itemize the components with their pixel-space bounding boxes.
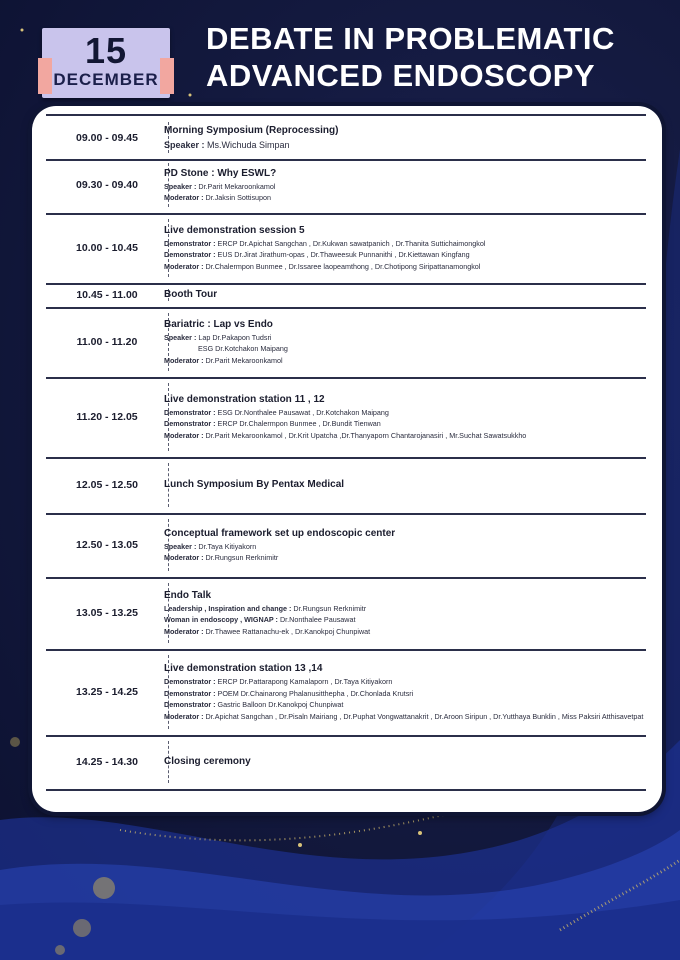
time-slot: 11.00 - 11.20 <box>76 336 138 348</box>
session-detail-line <box>164 343 642 355</box>
session-title: Booth Tour <box>164 289 218 300</box>
title-line-1: DEBATE IN PROBLEMATIC <box>206 21 615 56</box>
session-details <box>164 213 642 283</box>
detail-text: Ms.Wichuda Simpan <box>204 139 290 150</box>
detail-text: ESG Dr.Nonthalee Pausawat , Dr.Kotchakon Maipang <box>215 407 389 417</box>
session-details <box>164 116 642 159</box>
session-detail-line <box>164 552 642 564</box>
detail-label: Speaker : <box>164 332 197 342</box>
detail-text: Dr.Apichat Sangchan , Dr.Pisaln Mairiang , Dr.Puphat Vongwattanakrit , Dr.Aroon Siripun , Dr.Yutthaya Bunklin , Miss Paksiri Atthisavetpat <box>203 711 644 721</box>
detail-text: Dr.Parit Mekaroonkamol , Dr.Krit Upatcha ,Dr.Thanyaporn Chantarojanasiri , Mr.Suchat Sawatsukkho <box>203 430 527 440</box>
detail-text: ERCP Dr.Pattarapong Kamalaporn , Dr.Taya Kitiyakorn <box>215 677 393 686</box>
detail-text: Dr.Rungsun Rerknimitr <box>291 603 367 613</box>
time-slot: 09.00 - 09.45 <box>76 131 138 144</box>
session-detail-line <box>164 541 642 553</box>
detail-text: Dr.Taya Kitiyakorn <box>196 541 257 551</box>
session-title: Lunch Symposium By Pentax Medical <box>164 479 345 490</box>
detail-label: Moderator : <box>164 261 204 271</box>
detail-text: ERCP Dr.Apichat Sangchan , Dr.Kukwan sawatpanich , Dr.Thanita Suttichaimongkol <box>215 238 486 248</box>
detail-text: Dr.Thawee Rattanachu-ek , Dr.Kanokpoj Chunpiwat <box>203 626 371 636</box>
detail-label: Moderator : <box>164 626 204 636</box>
session-details <box>164 577 642 649</box>
time-slot: 10.45 - 11.00 <box>76 289 138 301</box>
session-detail-line <box>164 181 642 193</box>
session-details <box>164 513 642 577</box>
session-detail-line <box>164 192 642 204</box>
schedule-row <box>46 283 646 309</box>
detail-label: Demonstrator : <box>164 238 216 248</box>
session-details <box>164 283 642 307</box>
schedule-row <box>46 735 646 791</box>
session-title: Live demonstration station 13 ,14 <box>164 663 323 674</box>
session-title: Bariatric : Lap vs Endo <box>164 318 273 330</box>
time-slot: 13.05 - 13.25 <box>76 607 138 619</box>
time-slot: 14.25 - 14.30 <box>76 756 138 768</box>
title-line-2: ADVANCED ENDOSCOPY <box>206 58 596 93</box>
date-month: DECEMBER <box>53 70 159 89</box>
schedule-row <box>46 457 646 515</box>
schedule-row <box>46 377 646 459</box>
time-slot: 11.20 - 12.05 <box>76 411 138 423</box>
session-detail-line <box>164 614 642 626</box>
session-details <box>164 377 642 457</box>
schedule-row <box>46 307 646 379</box>
session-title: PD Stone : Why ESWL? <box>164 167 277 179</box>
session-detail-line <box>164 261 642 273</box>
session-detail-line <box>164 407 642 419</box>
detail-label: Speaker : <box>164 181 197 191</box>
date-tag <box>42 28 170 98</box>
detail-text: ERCP Dr.Chalermpon Bunmee , Dr.Bundit Tienwan <box>215 419 381 429</box>
schedule-row <box>46 577 646 651</box>
detail-text: Dr.Chalermpon Bunmee , Dr.Issaree laopeamthong , Dr.Chotipong Siripattanamongkol <box>203 261 481 271</box>
time-slot: 09.30 - 09.40 <box>76 179 138 191</box>
detail-text: Lap Dr.Pakapon Tudsri <box>196 332 272 342</box>
session-details <box>164 157 642 213</box>
detail-text: POEM Dr.Chainarong Phalanusitthepha , Dr.Chonlada Krutsri <box>215 688 414 698</box>
session-detail-line <box>164 238 642 250</box>
detail-label: Speaker : <box>164 541 197 551</box>
detail-label: Demonstrator : <box>164 250 216 260</box>
detail-text: EUS Dr.Jirat Jirathum-opas , Dr.Thaweesuk Punnanithi , Dr.Kiettawan Kingfang <box>215 250 470 260</box>
session-detail-line <box>164 699 642 711</box>
session-detail-line <box>164 355 642 367</box>
session-title: Endo Talk <box>164 589 212 601</box>
session-title: Closing ceremony <box>164 756 251 767</box>
time-slot: 12.50 - 13.05 <box>76 539 138 551</box>
session-detail-line <box>164 688 642 700</box>
detail-label: Moderator : <box>164 430 204 440</box>
detail-label: Demonstrator : <box>164 419 216 429</box>
schedule-row <box>46 114 646 161</box>
session-detail-line <box>164 138 642 152</box>
detail-label: Moderator : <box>164 355 204 365</box>
detail-label: Moderator : <box>164 553 204 562</box>
session-detail-line <box>164 418 642 430</box>
time-slot: 12.05 - 12.50 <box>76 479 138 491</box>
session-detail-line <box>164 332 642 344</box>
date-day: 15 <box>84 30 128 71</box>
session-detail-line <box>164 430 642 442</box>
session-detail-line <box>164 603 642 615</box>
detail-label: Demonstrator : <box>164 700 216 709</box>
schedule-row <box>46 513 646 579</box>
detail-label: Demonstrator : <box>164 677 216 686</box>
session-detail-line <box>164 711 642 723</box>
detail-label: Moderator : <box>164 711 204 721</box>
detail-text: Dr.Parit Mekaroonkamol <box>203 355 283 365</box>
detail-label: Demonstrator : <box>164 688 216 698</box>
session-title: Live demonstration session 5 <box>164 224 305 236</box>
detail-label: Demonstrator : <box>164 407 216 417</box>
page-title <box>206 20 666 94</box>
schedule-row <box>46 213 646 285</box>
session-details <box>164 735 642 789</box>
detail-text: Gastric Balloon Dr.Kanokpoj Chunpiwat <box>215 700 344 709</box>
time-slot: 13.25 - 14.25 <box>76 686 138 698</box>
detail-text: Dr.Jaksin Sottisupon <box>203 193 272 202</box>
detail-text: Dr.Parit Mekaroonkamol <box>196 181 276 191</box>
session-title: Morning Symposium (Reprocessing) <box>164 124 339 136</box>
detail-label: Speaker : <box>164 139 205 150</box>
detail-label: Moderator : <box>164 193 204 202</box>
detail-text: ESG Dr.Kotchakon Maipang <box>198 344 288 354</box>
session-title: Conceptual framework set up endoscopic center <box>164 527 396 539</box>
session-detail-line <box>164 626 642 638</box>
session-details <box>164 457 642 513</box>
schedule-row <box>46 157 646 215</box>
schedule-row <box>46 649 646 737</box>
session-details <box>164 649 642 735</box>
detail-label: Woman in endoscopy , WIGNAP : <box>164 615 278 625</box>
session-detail-line <box>164 249 642 261</box>
session-detail-line <box>164 676 642 688</box>
session-title: Live demonstration station 11 , 12 <box>164 393 325 405</box>
detail-text: Dr.Nonthalee Pausawat <box>277 615 356 625</box>
detail-text: Dr.Rungsun Rerknimitr <box>203 553 279 562</box>
time-slot: 10.00 - 10.45 <box>76 242 138 254</box>
session-details <box>164 307 642 377</box>
detail-label: Leadership , Inspiration and change : <box>164 603 292 613</box>
